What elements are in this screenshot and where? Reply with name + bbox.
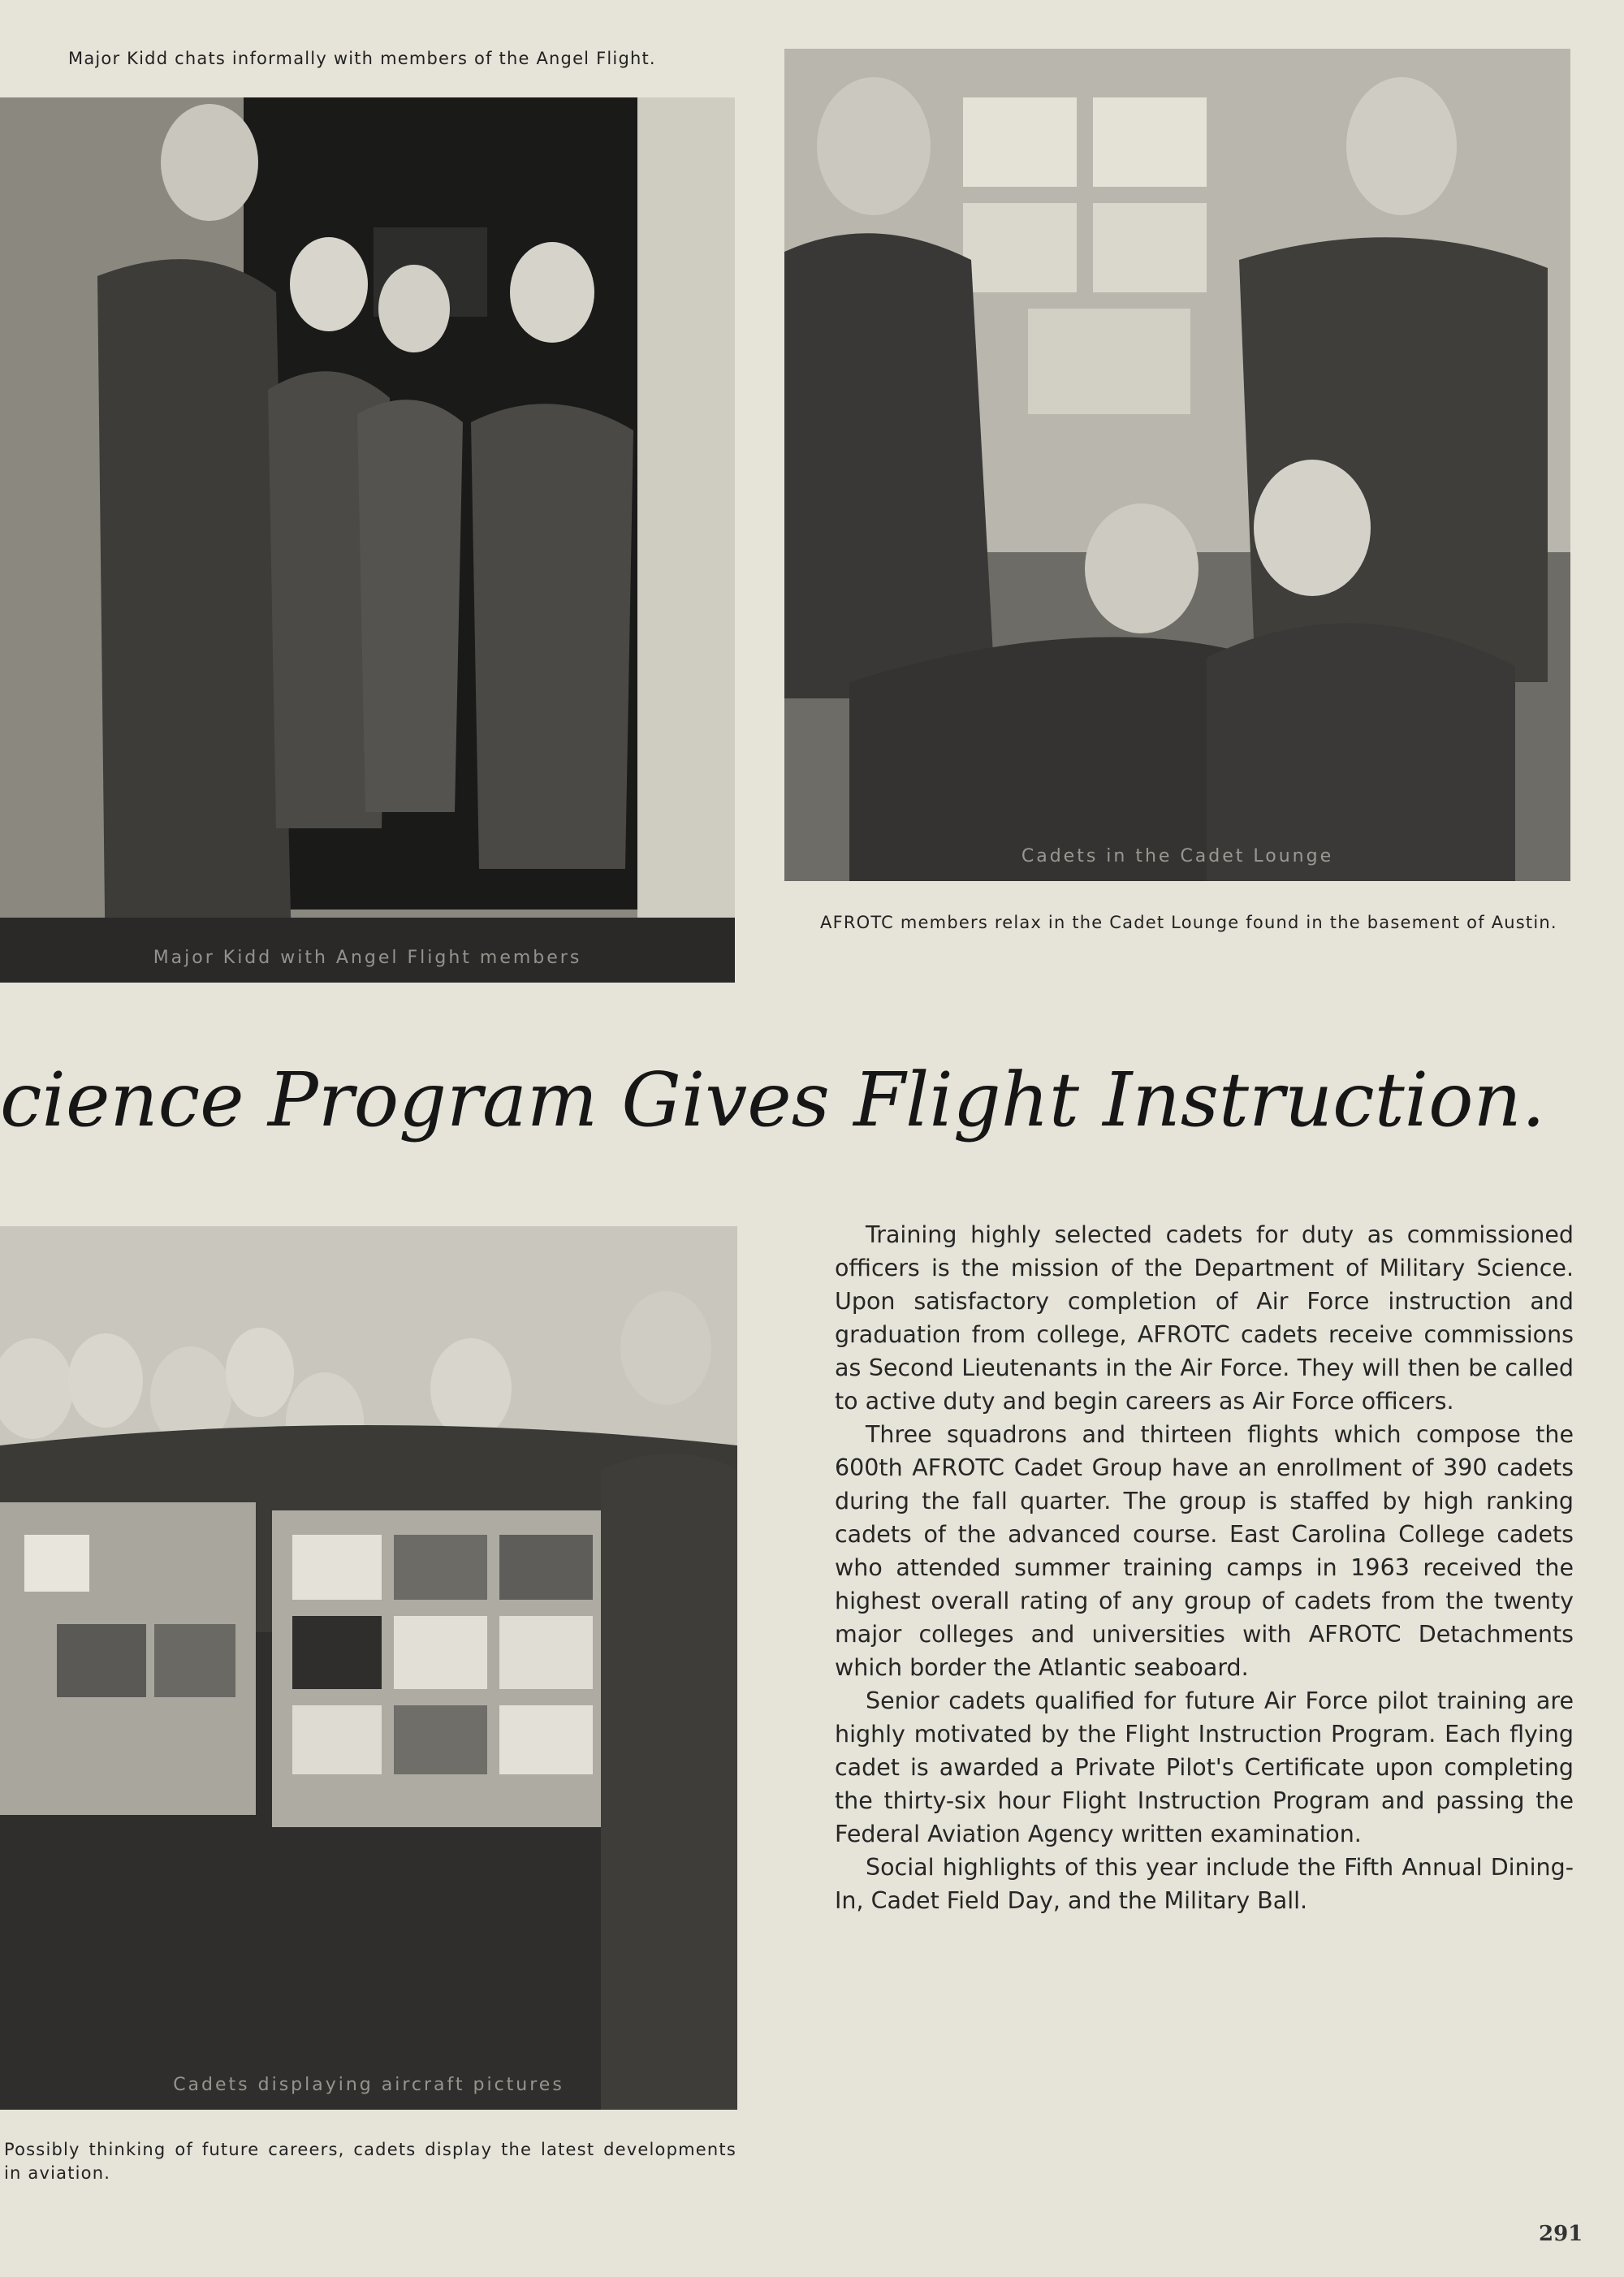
photo-cadet-lounge xyxy=(784,49,1570,881)
caption-bottom-left: Possibly thinking of future careers, cadets display the latest developments in aviation. xyxy=(4,2140,736,2183)
photo-cadet-lounge-label: Cadets in the Cadet Lounge xyxy=(1021,846,1334,866)
body-paragraph: Senior cadets qualified for future Air Force pilot training are highly motivated by the Flight Instruction Program. Each flying cadet is awarded a Private Pilot's Certificate upon completing the thirty-six hour Flight Instruction Program and passing the Federal Aviation Agency written examination. xyxy=(835,1687,1574,1847)
body-paragraph: Training highly selected cadets for duty as commissioned officers is the mission of the Department of Military Science. Upon satisfactory completion of Air Force instruction and graduation from college, AFROTC cadets receive commissions as Second Lieutenants in the Air Force. They will then be called to active duty and begin careers as Air Force officers. xyxy=(835,1221,1574,1415)
photo-angel-flight-image xyxy=(0,97,735,983)
photo-angel-flight-label: Major Kidd with Angel Flight members xyxy=(153,948,582,968)
photo-aviation-display-label: Cadets displaying aircraft pictures xyxy=(173,2075,564,2095)
photo-aviation-display xyxy=(0,1226,737,2110)
photo-aviation-display-image xyxy=(0,1226,737,2110)
page-number: 291 xyxy=(1539,2222,1583,2246)
headline: cience Program Gives Flight Instruction. xyxy=(0,1056,1545,1143)
body-paragraph: Social highlights of this year include the Fifth Annual Dining-In, Cadet Field Day, and the Military Ball. xyxy=(835,1854,1574,1914)
photo-angel-flight xyxy=(0,97,735,983)
caption-top-right: AFROTC members relax in the Cadet Lounge found in the basement of Austin. xyxy=(820,913,1557,932)
body-text xyxy=(835,1218,1574,1917)
body-paragraph: Three squadrons and thirteen flights which compose the 600th AFROTC Cadet Group have an enrollment of 390 cadets during the fall quarter. The group is staffed by high ranking cadets of the advanced course. East Carolina College cadets who attended summer training camps in 1963 received the highest overall rating of any group of cadets from the twenty major colleges and universities with AFROTC Detachments which border the Atlantic seaboard. xyxy=(835,1421,1574,1681)
photo-cadet-lounge-image xyxy=(784,49,1570,881)
caption-top-left: Major Kidd chats informally with members of the Angel Flight. xyxy=(68,49,656,68)
